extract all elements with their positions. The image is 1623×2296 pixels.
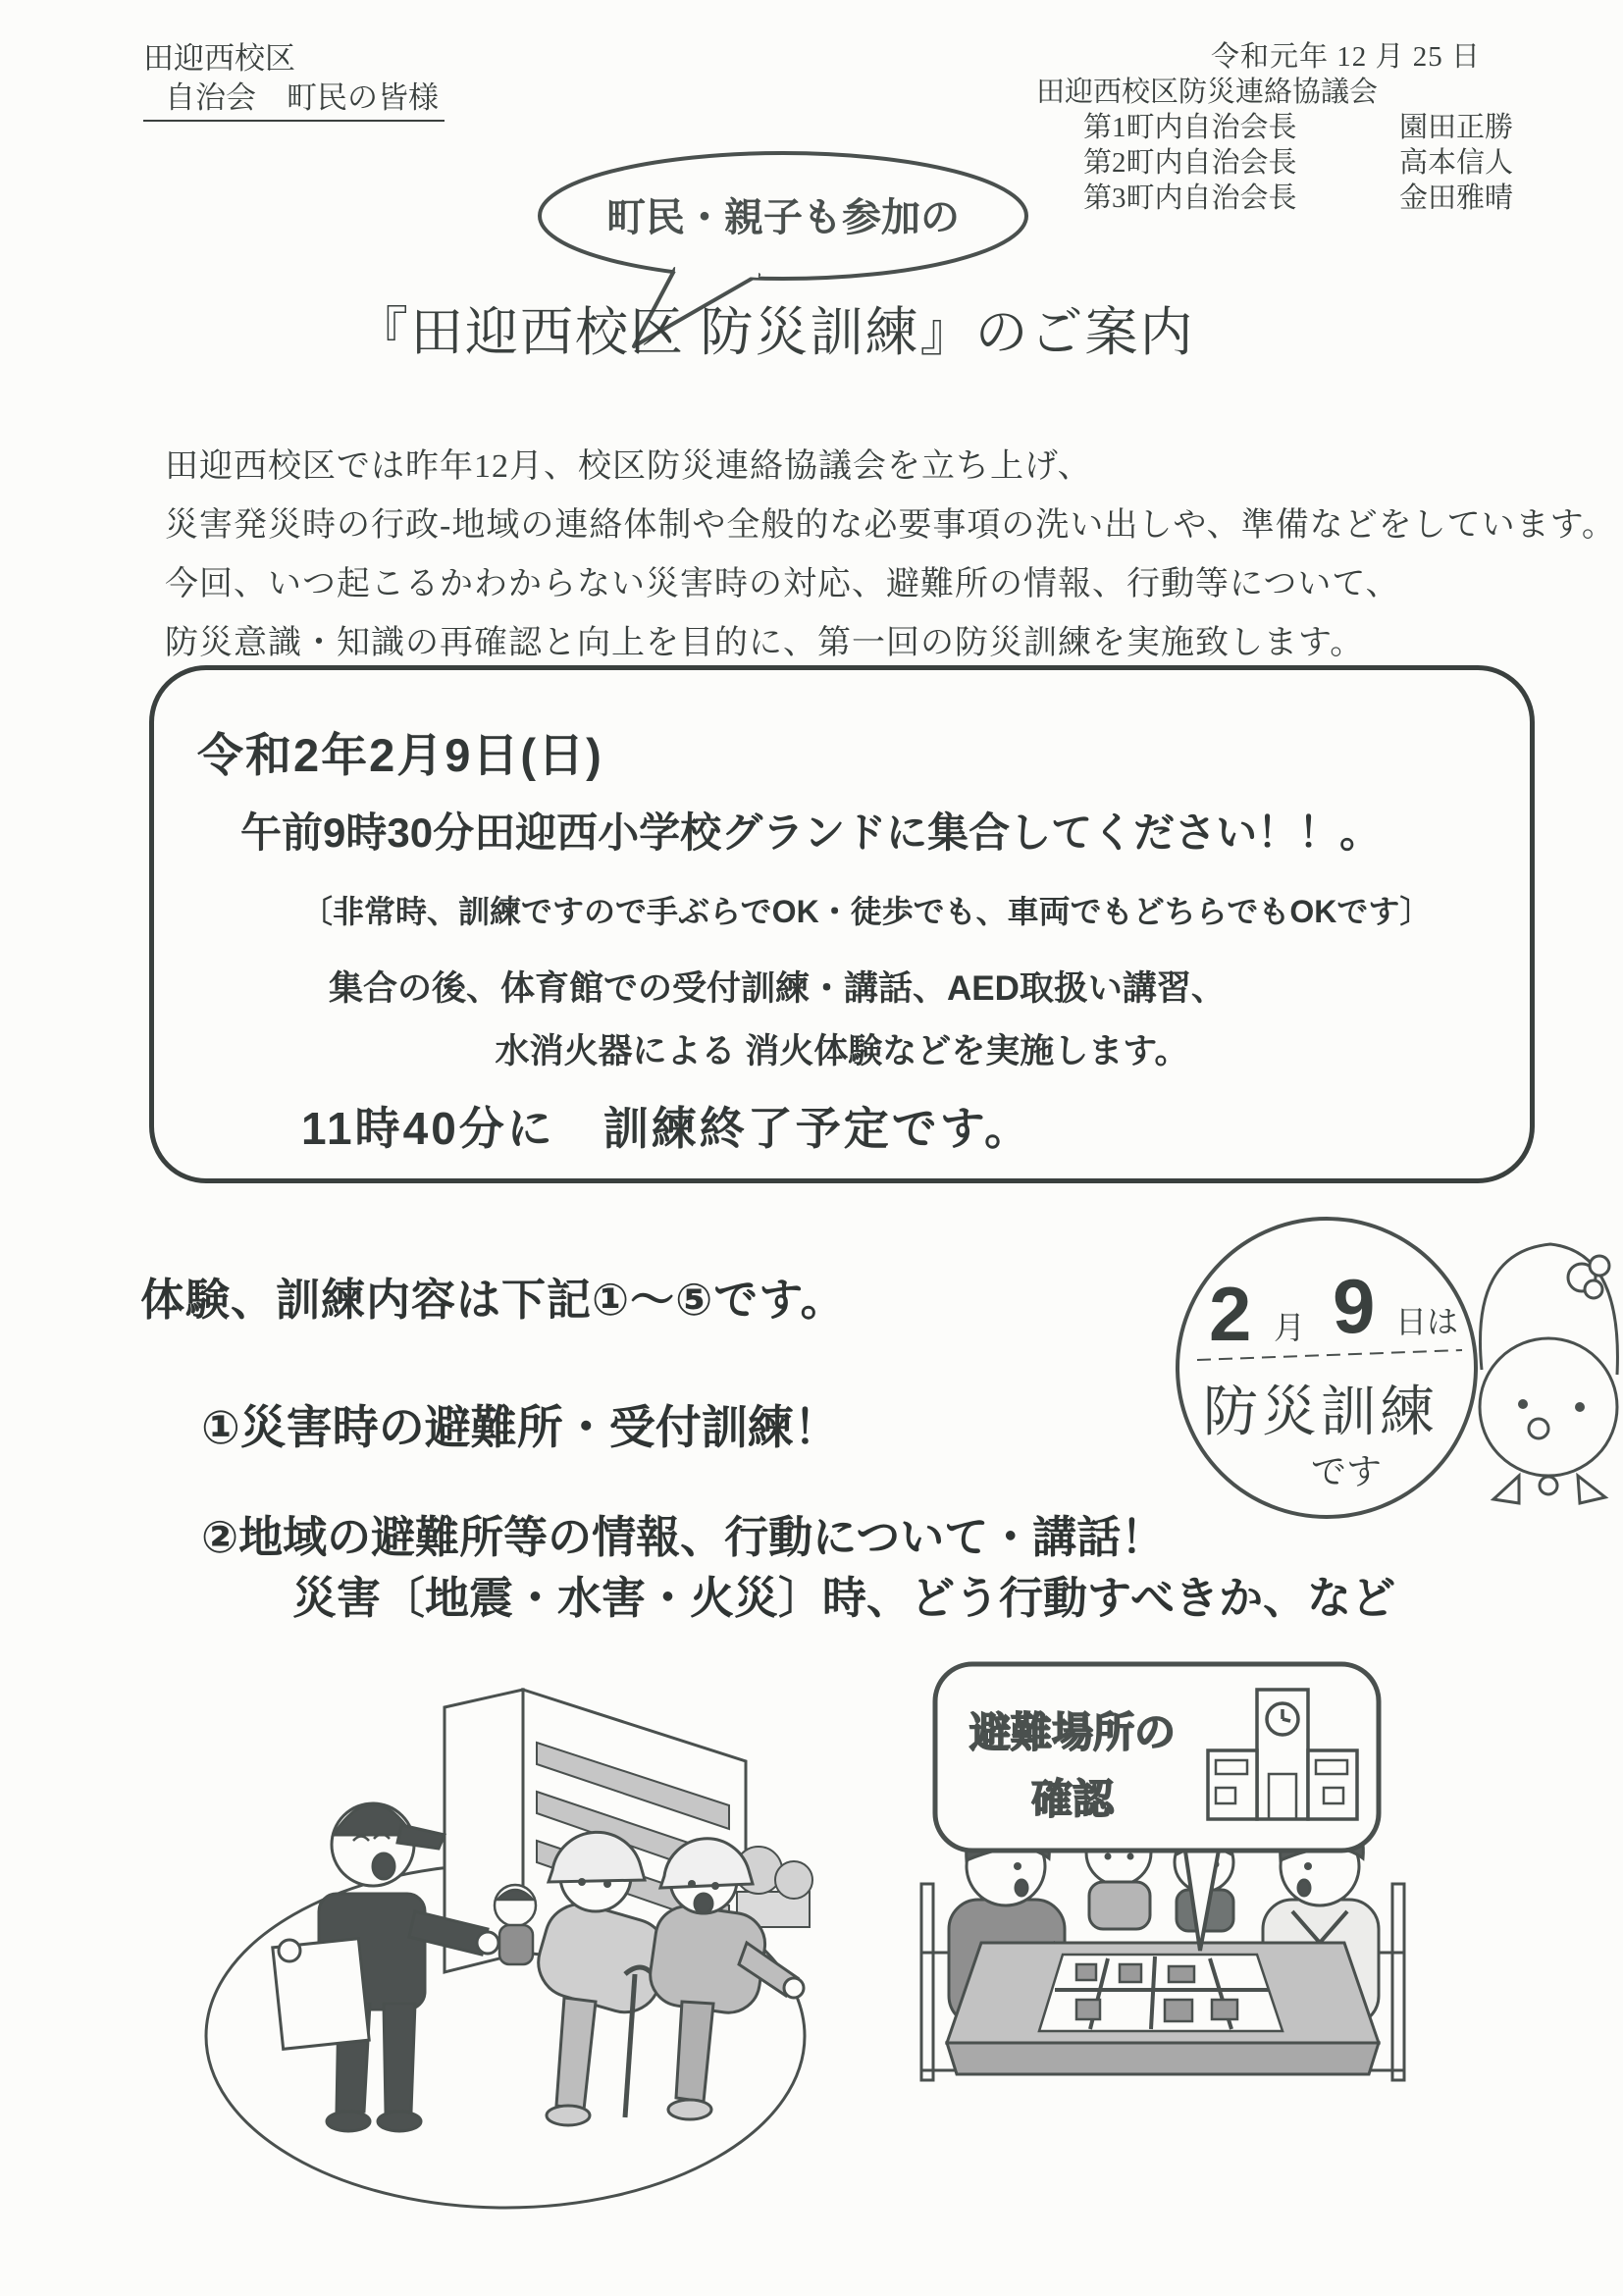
official-name: 園田正勝 bbox=[1399, 112, 1514, 143]
bubble-line-2: 確認 bbox=[1030, 1776, 1115, 1822]
addressee-block bbox=[143, 39, 445, 122]
bubble-line-1: 避難場所の bbox=[969, 1709, 1177, 1755]
official-row bbox=[1083, 110, 1513, 145]
family-map-illustration bbox=[908, 1648, 1418, 2144]
sticker-desu-text: です bbox=[1310, 1451, 1383, 1491]
sticker-day-2: 2 bbox=[1209, 1271, 1252, 1357]
intro-line: 田迎西校区では昨年12月、校区防災連絡協議会を立ち上げ、 bbox=[165, 448, 1092, 485]
intro-line: 防災意識・知識の再確認と向上を目的に、第一回の防災訓練を実施致します。 bbox=[165, 625, 1365, 661]
issuer-org: 田迎西校区防災連絡協議会 bbox=[1036, 77, 1379, 108]
section-lead: 体験、訓練内容は下記①～⑤です。 bbox=[140, 1275, 846, 1325]
intro-line: 今回、いつ起こるかわからない災害時の対応、避難所の情報、行動等について、 bbox=[165, 566, 1400, 602]
item-2-sub: 災害〔地震・水害・火災〕時、どう行動すべきか、など bbox=[292, 1573, 1396, 1623]
official-title: 第3町内自治会長 bbox=[1083, 183, 1297, 214]
event-program-2: 水消火器による 消火体験などを実施します。 bbox=[495, 1032, 1189, 1070]
event-program-1: 集合の後、体育館での受付訓練・講話、AED取扱い講習、 bbox=[329, 969, 1226, 1008]
event-note: 〔非常時、訓練ですので手ぶらでOK・徒歩でも、車両でもどちらでもOKです〕 bbox=[301, 894, 1432, 929]
callout-text: 町民・親子も参加の bbox=[606, 196, 960, 239]
sticker-drill-text: 防災訓練 bbox=[1203, 1381, 1439, 1442]
evacuation-guidance-illustration bbox=[191, 1648, 819, 2237]
issuer-block bbox=[1028, 39, 1513, 216]
date-reminder-sticker bbox=[1158, 1183, 1623, 1551]
district-name: 田迎西校区 bbox=[143, 41, 295, 76]
official-row bbox=[1083, 181, 1513, 216]
intro-line: 災害発災時の行政-地域の連絡体制や全般的な必要事項の洗い出しや、準備などをしています。 bbox=[165, 507, 1616, 544]
official-name: 金田雅晴 bbox=[1399, 183, 1514, 214]
event-notice-box bbox=[149, 665, 1535, 1183]
sticker-day-label: 日は bbox=[1395, 1304, 1459, 1339]
official-title: 第2町内自治会長 bbox=[1083, 147, 1297, 179]
mascot-character bbox=[1480, 1244, 1617, 1503]
sticker-day-9: 9 bbox=[1333, 1263, 1376, 1349]
official-title: 第1町内自治会長 bbox=[1083, 112, 1297, 143]
official-name: 高本信人 bbox=[1399, 147, 1514, 179]
event-meeting-info: 午前9時30分田迎西小学校グランドに集合してください！！。 bbox=[240, 809, 1382, 856]
sticker-month-label: 月 bbox=[1274, 1310, 1306, 1345]
event-end-time: 11時40分に 訓練終了予定です。 bbox=[301, 1103, 1033, 1154]
issue-date: 令和元年 12 月 25 日 bbox=[1211, 41, 1482, 73]
item-2: ②地域の避難所等の情報、行動について・講話！ bbox=[201, 1512, 1166, 1562]
map bbox=[1039, 1955, 1283, 2031]
item-1: ①災害時の避難所・受付訓練！ bbox=[201, 1401, 840, 1453]
page-title: 『田迎西校区 防災訓練』のご案内 bbox=[355, 303, 1195, 362]
intro-paragraph bbox=[165, 438, 1616, 673]
official-row bbox=[1083, 145, 1513, 181]
addressee-line: 自治会 町民の皆様 bbox=[143, 78, 445, 122]
event-date: 令和2年2月9日(日) bbox=[197, 729, 603, 781]
